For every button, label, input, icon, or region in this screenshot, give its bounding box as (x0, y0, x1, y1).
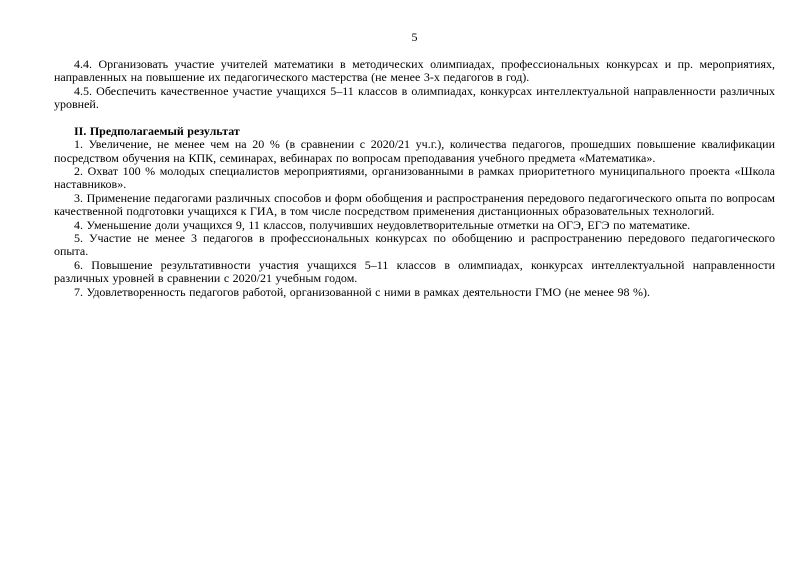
page-number: 5 (411, 30, 418, 44)
result-item-2: 2. Охват 100 % молодых специалистов мероприятиями, организованными в рамках приоритетного муниципального проекта «Школа наставников». (54, 164, 775, 192)
result-item-1: 1. Увеличение, не менее чем на 20 % (в сравнении с 2020/21 уч.г.), количества педагогов, прошедших повышение квалификации посредством обучения на КПК, семинарах, вебинарах по вопросам преподавания учебного предмета «Математика». (54, 137, 775, 165)
document-body (54, 58, 775, 299)
result-item-3: 3. Применение педагогами различных способов и форм обобщения и распространения передового педагогического опыта по вопросам качественной подготовки учащихся к ГИА, в том числе посредством применения дистанционных образовательных технологий. (54, 190, 775, 219)
result-item-5: 5. Участие не менее 3 педагогов в профессиональных конкурсах по обобщению и распространению передового педагогического опыта. (54, 231, 775, 259)
result-item-6: 6. Повышение результативности участия учащихся 5–11 классов в олимпиадах, конкурсах интеллектуальной направленности различных уровней в сравнении с 2020/21 учебным годом. (54, 257, 775, 286)
result-item-7: 7. Удовлетворенность педагогов работой, организованной с ними в рамках деятельности ГМО (не менее 98 %). (74, 284, 650, 299)
task-item-4-5: 4.5. Обеспечить качественное участие учащихся 5–11 классов в олимпиадах, конкурсах интеллектуальной направленности различных уровней. (54, 83, 775, 112)
blank-line-spacer (54, 111, 775, 124)
result-item-4: 4. Уменьшение доли учащихся 9, 11 классов, получивших неудовлетворительные отметки на ОГЭ, ЕГЭ по математике. (74, 217, 691, 232)
section-heading: II. Предполагаемый результат (74, 123, 240, 138)
task-item-4-4: 4.4. Организовать участие учителей математики в методических олимпиадах, профессиональных конкурсах и пр. мероприятиях, направленных на повышение их педагогического мастерства (не менее 3-х педагогов в год). (54, 56, 775, 85)
